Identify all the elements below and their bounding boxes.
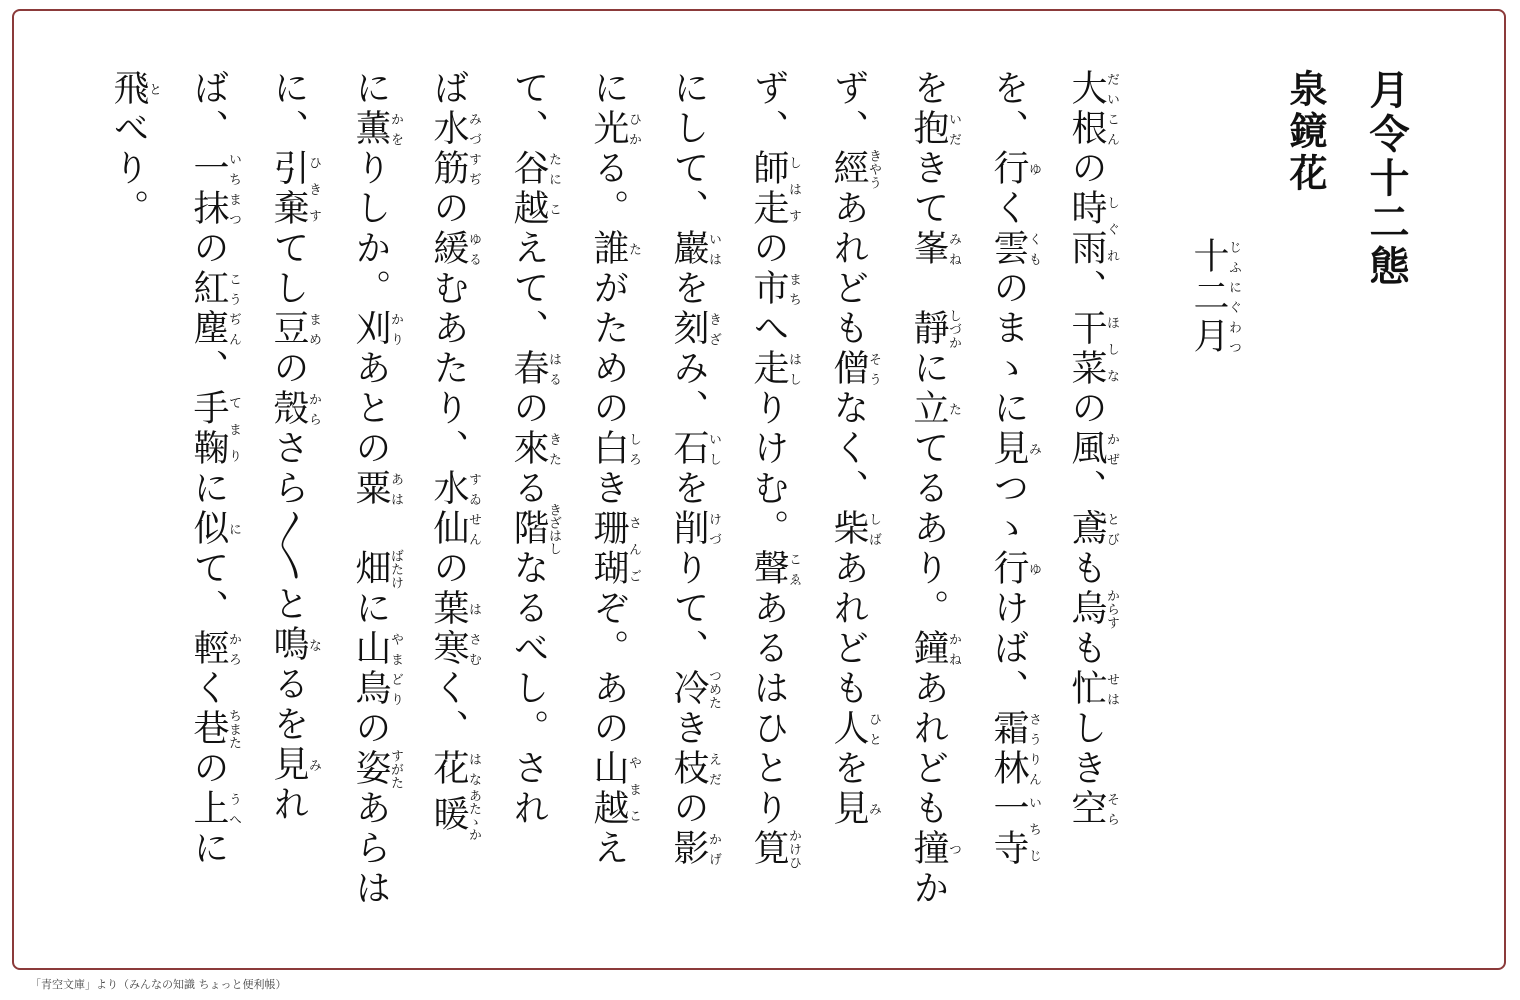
ruby-reading: は [466,589,481,629]
text-segment: あらは [350,789,391,909]
ruby-reading: すがた [388,749,403,789]
text-segment: の [428,549,469,589]
ruby-word: 春はる [508,349,561,389]
ruby-reading: つめた [706,669,721,709]
ruby-reading: きた [546,429,561,469]
ruby-reading: まめ [306,309,321,349]
ruby-word: 谷たに [508,149,561,189]
ruby-reading: やまどり [388,629,403,709]
ruby-reading: くも [1026,229,1041,269]
ruby-word: 暖あたゝか [428,789,481,841]
ruby-reading: しづか [946,309,961,349]
ruby-reading: はる [546,349,561,389]
text-segment: ば、 [188,69,229,149]
text-segment: のまゝに [988,269,1029,429]
text-segment: 、 [188,349,229,389]
ruby-reading: さむ [466,629,481,669]
ruby-word: 市まち [748,269,801,309]
ruby-reading: いちまつ [226,149,241,229]
ruby-reading: さんご [626,509,641,589]
ruby-word: 刻きざ [668,309,721,349]
text-segment: を、 [988,69,1029,149]
ruby-reading: ばたけ [388,549,403,589]
text-column [510,69,561,829]
text-column [670,69,721,869]
text-segment: え [588,829,629,869]
ruby-reading: ほしな [1104,309,1119,389]
text-column [110,69,161,229]
text-column [190,69,241,869]
ruby-word: 白しろ [588,429,641,469]
ruby-word: 削けづ [668,509,721,549]
ruby-word: 一寺いちじ [988,789,1041,869]
ruby-word: 干菜ほしな [1066,309,1119,389]
ruby-word: 行ゆ [988,549,1041,589]
ruby-reading: ゆる [466,229,481,269]
ruby-word: 見み [828,789,881,829]
ruby-word: 一抹いちまつ [188,149,241,229]
ruby-word: 上うへ [188,789,241,829]
ruby-reading: ゆ [1026,549,1041,589]
text-segment: えて、 [508,229,549,349]
text-segment [908,269,949,309]
text-column [990,69,1041,869]
ruby-reading: かけひ [786,829,801,869]
text-segment: ぞ。 [588,589,629,669]
ruby-reading: とび [1104,509,1119,549]
ruby-word: 手鞠てまり [188,389,241,469]
ruby-reading: こゑ [786,549,801,589]
text-segment: か [908,869,949,909]
ruby-word: 筧かけひ [748,829,801,869]
ruby-reading: だいこん [1104,69,1119,149]
text-segment: さら〳〵と [268,429,309,625]
text-segment: の [748,229,789,269]
ruby-reading: た [946,389,961,429]
ruby-word: 寒さむ [428,629,481,669]
ruby-word: 畑ばたけ [350,549,403,589]
ruby-reading: てまり [226,389,241,469]
text-segment: べり。 [108,109,149,229]
ruby-word: 枝えだ [668,749,721,789]
text-column [352,69,403,909]
ruby-word: 撞つ [908,829,961,869]
ruby-reading: きざはし [546,503,561,555]
ruby-word: 聲こゑ [748,549,801,589]
text-segment: りしか。 [350,149,391,309]
ruby-reading: いは [706,229,721,269]
ruby-reading: こうぢん [226,269,241,349]
ruby-word: 飛と [108,69,161,109]
ruby-reading: やまこ [626,749,641,829]
text-segment: りけむ。 [748,389,789,549]
ruby-word: 靜しづか [908,309,961,349]
ruby-word: 冷つめた [668,669,721,709]
ruby-word: 鳴な [268,625,321,665]
text-segment: るを [268,665,309,745]
ruby-word: 忙せは [1066,669,1119,709]
ruby-word: 峯みね [908,229,961,269]
text-segment: れ [268,785,309,825]
ruby-word: 見み [268,745,321,785]
ruby-reading: つ [946,829,961,869]
ruby-word: 見み [988,429,1041,469]
ruby-word: 引棄ひきす [268,149,321,229]
ruby-reading: あたゝか [466,789,481,841]
ruby-word: 抱いだ [908,109,961,149]
text-segment: の [1066,389,1107,429]
ruby-word: 光ひか [588,109,641,149]
ruby-word: 紅塵こうぢん [188,269,241,349]
ruby-reading: かろ [226,629,241,669]
ruby-word: 影かげ [668,829,721,869]
text-column [430,69,481,841]
text-segment: に [588,69,629,109]
ruby-word: 似に [188,509,241,549]
text-segment: を [908,69,949,109]
section-heading-reading: じふにぐわつ [1226,237,1241,357]
text-segment: を [828,749,869,789]
text-segment: あれども [828,189,869,349]
ruby-reading: きざ [706,309,721,349]
ruby-word: 巷ちまた [188,709,241,749]
ruby-word: 珊瑚さんご [588,509,641,589]
text-segment: の [350,709,391,749]
ruby-word: 時雨しぐれ [1066,189,1119,269]
ruby-reading: かぜ [1104,429,1119,469]
text-segment: けば、 [988,589,1029,709]
text-segment: ず、 [828,69,869,149]
text-segment: る。 [588,149,629,229]
ruby-reading: はな [466,749,481,789]
ruby-reading: かを [388,109,403,149]
ruby-reading: いだ [946,109,961,149]
ruby-word: 山鳥やまどり [350,629,403,709]
text-segment: に [350,589,391,629]
ruby-word: 山越やまこ [588,749,641,829]
ruby-word: 豆まめ [268,309,321,349]
text-segment: き [668,709,709,749]
ruby-word: 薫かを [350,109,403,149]
ruby-word: 階きざはし [508,503,561,555]
ruby-reading: いちじ [1026,789,1041,869]
text-segment [350,509,391,549]
ruby-reading: かね [946,629,961,669]
text-segment: て、 [508,69,549,149]
ruby-reading: と [146,69,161,109]
section-heading-text: 十二月 [1188,237,1229,357]
ruby-reading: せは [1104,669,1119,709]
ruby-reading: うへ [226,789,241,829]
ruby-reading: かげ [706,829,721,869]
text-column [830,69,881,829]
text-column [590,69,641,869]
ruby-word: 霜林さうりん [988,709,1041,789]
text-segment: に [188,469,229,509]
text-segment: く、 [428,669,469,749]
text-segment: つゝ [988,469,1029,549]
text-segment: く [188,669,229,709]
ruby-reading: しろ [626,429,641,469]
ruby-word: 花はな [428,749,481,789]
ruby-reading: ひか [626,109,641,149]
ruby-reading: ゆ [1026,149,1041,189]
text-column [750,69,801,869]
ruby-reading: な [306,625,321,665]
ruby-word: 來きた [508,429,561,469]
ruby-reading: しば [866,509,881,549]
ruby-reading: あは [388,469,403,509]
text-segment: され [508,749,549,829]
ruby-word: 行ゆ [988,149,1041,189]
work-title: 月令十二態 [1363,69,1410,289]
text-segment: の [188,749,229,789]
ruby-reading: こ [546,189,561,229]
ruby-word: 烏からす [1066,589,1119,629]
text-segment: へ [748,309,789,349]
text-segment: 、 [1066,269,1107,309]
document-frame [12,9,1506,970]
ruby-reading: えだ [706,749,721,789]
ruby-reading: ひと [866,709,881,749]
text-segment: る [508,469,549,509]
ruby-word: 走はし [748,349,801,389]
ruby-word: 水筋みづすぢ [428,109,481,189]
text-column [1068,69,1119,829]
text-segment: りて、 [668,549,709,669]
text-segment: ば [428,69,469,109]
ruby-reading: そう [866,349,881,389]
text-segment: ず、 [748,69,789,149]
ruby-word: 誰た [588,229,641,269]
ruby-word: 葉は [428,589,481,629]
ruby-reading: はし [786,349,801,389]
ruby-word: 大根だいこん [1066,69,1119,149]
text-segment: に [350,69,391,109]
text-segment: むあたり、 [428,269,469,469]
text-segment: 、 [1066,469,1107,509]
ruby-word: 粟あは [350,469,403,509]
text-segment: も [1066,629,1107,669]
text-segment: あの [588,669,629,749]
ruby-reading: すゐせん [466,469,481,549]
ruby-word: 越こ [508,189,561,229]
ruby-word: 殼から [268,389,321,429]
ruby-word: 巖いは [668,229,721,269]
text-segment: の [508,389,549,429]
text-segment: の [1066,149,1107,189]
ruby-word: 鳶とび [1066,509,1119,549]
text-segment: み、 [668,349,709,429]
ruby-word: 僧そう [828,349,881,389]
ruby-reading: み [1026,429,1041,469]
ruby-reading: いし [706,429,721,469]
text-segment: にして、 [668,69,709,229]
author-name: 泉鏡花 [1283,69,1328,195]
text-segment: に [908,349,949,389]
text-column [910,69,961,909]
text-segment: も [1066,549,1107,589]
ruby-reading: ひきす [306,149,321,229]
text-segment: きて [908,149,949,229]
ruby-word: 師走しはす [748,149,801,229]
text-segment: の [668,789,709,829]
source-credit: 「青空文庫」より（みんなの知識 ちょっと便利帳） [30,978,287,991]
text-segment: の [428,189,469,229]
text-segment: に [188,829,229,869]
ruby-word: 經きやう [828,149,881,189]
text-segment: てるあり。 [908,429,949,629]
ruby-word: 立た [908,389,961,429]
text-segment: く [988,189,1029,229]
text-segment: てし [268,229,309,309]
ruby-reading: けづ [706,509,721,549]
ruby-word: 人ひと [828,709,881,749]
ruby-reading: み [866,789,881,829]
ruby-word: 刈かり [350,309,403,349]
ruby-reading: そら [1104,789,1119,829]
text-column [270,69,321,825]
ruby-reading: からす [1104,589,1119,629]
text-segment: の [268,349,309,389]
ruby-reading: たに [546,149,561,189]
ruby-reading: ちまた [226,709,241,749]
ruby-reading: みね [946,229,961,269]
text-segment: あれども [908,669,949,829]
ruby-word: 輕かろ [188,629,241,669]
ruby-word: 風かぜ [1066,429,1119,469]
text-segment: を [668,469,709,509]
ruby-reading: に [226,509,241,549]
text-segment: を [668,269,709,309]
ruby-reading: しはす [786,149,801,229]
ruby-reading: まち [786,269,801,309]
ruby-word: 空そら [1066,789,1119,829]
text-segment: て、 [188,549,229,629]
ruby-reading: かり [388,309,403,349]
ruby-reading: しぐれ [1104,189,1119,269]
text-segment: あとの [350,349,391,469]
text-segment: あれども [828,549,869,709]
ruby-word: 雲くも [988,229,1041,269]
text-segment: き [588,469,629,509]
text-segment: しき [1066,709,1107,789]
ruby-word: 水仙すゐせん [428,469,481,549]
text-segment: に、 [268,69,309,149]
text-segment: なく、 [828,389,869,509]
ruby-word: 緩ゆる [428,229,481,269]
ruby-word: 鐘かね [908,629,961,669]
ruby-reading: から [306,389,321,429]
text-segment: の [188,229,229,269]
ruby-reading: さうりん [1026,709,1041,789]
section-heading [1190,237,1241,357]
ruby-word: 姿すがた [350,749,403,789]
ruby-reading: み [306,745,321,785]
ruby-reading: た [626,229,641,269]
text-segment: なるべし。 [508,549,549,749]
ruby-reading: きやう [866,149,881,189]
ruby-word: 柴しば [828,509,881,549]
text-segment: がための [588,269,629,429]
text-segment: あるはひとり [748,589,789,829]
ruby-word: 石いし [668,429,721,469]
ruby-reading: みづすぢ [466,109,481,189]
